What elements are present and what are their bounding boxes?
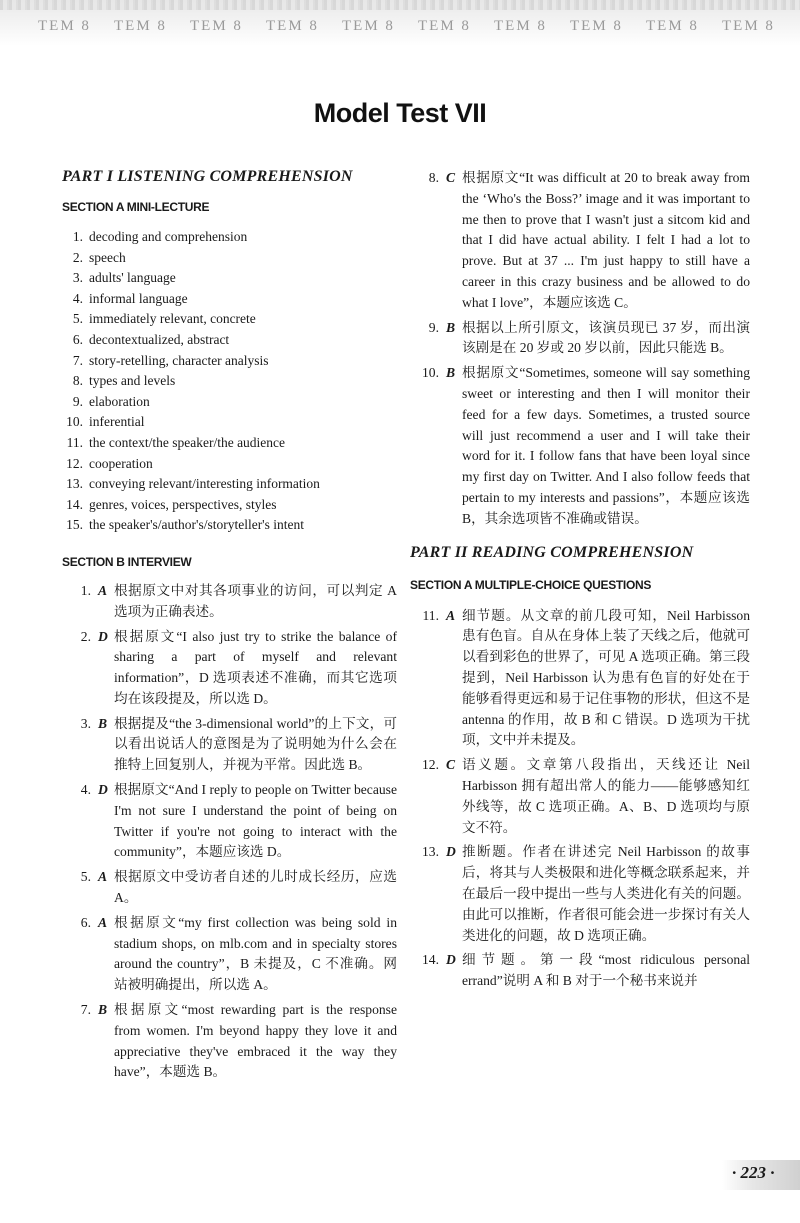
section-b-heading: SECTION B INTERVIEW — [62, 554, 192, 569]
list-item — [62, 392, 397, 413]
answer-letter: C — [446, 757, 456, 773]
answer-explanation: 根据原文中对其各项事业的访问，可以判定 A 选项为正确表述。 — [114, 582, 397, 619]
left-column — [62, 168, 397, 1087]
header-label: TEM 8 — [646, 18, 699, 34]
item-number: 8. — [72, 373, 83, 389]
list-item — [62, 227, 397, 248]
answer-letter: D — [446, 844, 456, 860]
item-number: 4. — [72, 290, 83, 306]
answer-letter: B — [98, 1002, 108, 1018]
answer-letter: C — [446, 170, 456, 185]
reading-answer-list — [410, 606, 750, 992]
answer-item — [62, 780, 397, 863]
list-item — [62, 330, 397, 351]
header-label: TEM 8 — [722, 18, 775, 34]
header-label: TEM 8 — [570, 18, 623, 34]
answer-explanation: 根据原文中受访者自述的儿时成长经历，应选 A。 — [114, 869, 397, 906]
list-item — [62, 351, 397, 372]
item-text: inferential — [89, 414, 145, 430]
interview-answer-list-continued — [410, 168, 750, 530]
answer-number: 5. — [80, 869, 91, 885]
answer-number: 13. — [422, 844, 439, 860]
answer-number: 7. — [80, 1002, 91, 1018]
answer-letter: A — [98, 582, 108, 598]
answer-item — [62, 1000, 397, 1083]
list-item — [62, 248, 397, 269]
answer-item — [410, 168, 750, 314]
item-number: 13. — [66, 476, 83, 492]
item-text: speech — [89, 249, 126, 265]
answer-letter: D — [98, 628, 108, 644]
answer-explanation: 根据原文“my first collection was being sold in stadium shops, on mlb.com and in specialty stores around the country”，B 未提及，C 不准确。网站被明确提出，所以选 A。 — [114, 914, 397, 993]
answer-number: 2. — [80, 628, 91, 644]
list-item — [62, 454, 397, 475]
answer-item — [62, 627, 397, 710]
list-item — [62, 495, 397, 516]
item-number: 12. — [66, 455, 83, 471]
item-text: types and levels — [89, 373, 176, 389]
answer-item — [62, 867, 397, 909]
item-number: 9. — [72, 393, 83, 409]
answer-item — [62, 581, 397, 623]
answer-item — [410, 842, 750, 946]
running-header — [0, 0, 800, 46]
item-text: cooperation — [89, 455, 153, 471]
answer-explanation: 根据原文“Sometimes, someone will say something sweet or interesting and then I will monitor their feed for a few days. Sometimes, a trusted source will just recommend a user and I will take their word for it. I follow fans that have been loyal since my first day on Twitter. And I also follow feeds that pertain to my interests and passions”，本题应该选 B，其余选项皆不准确或错误。 — [462, 365, 750, 526]
answer-letter: A — [98, 869, 108, 885]
answer-letter: D — [98, 782, 108, 798]
item-text: decoding and comprehension — [89, 229, 248, 244]
answer-explanation: 根据提及“the 3-dimensional world”的上下文，可以看出说话人的意图是为了说明她为什么会在推特上回复别人，并视为平常。因此选 B。 — [114, 715, 397, 773]
header-label: TEM 8 — [190, 18, 243, 34]
item-text: story-retelling, character analysis — [89, 352, 269, 368]
answer-explanation: 根据以上所引原文，该演员现已 37 岁，而出演该剧是在 20 岁或 20 岁以前，因此只能选 B。 — [462, 319, 750, 356]
item-number: 2. — [72, 249, 83, 265]
item-text: immediately relevant, concrete — [89, 311, 256, 327]
item-text: decontextualized, abstract — [89, 331, 230, 347]
answer-number: 1. — [80, 582, 91, 598]
item-text: the context/the speaker/the audience — [89, 434, 286, 450]
answer-number: 4. — [80, 782, 91, 798]
answer-letter: B — [98, 715, 108, 731]
mini-lecture-answer-list — [62, 227, 397, 536]
answer-explanation: 语义题。文章第八段指出，天线还让 Neil Harbisson 拥有超出常人的能力——能够感知红外线等，故 C 选项正确。A、B、D 选项均与原文不符。 — [462, 757, 750, 835]
answer-item — [410, 606, 750, 752]
answer-letter: B — [446, 319, 456, 335]
item-number: 7. — [72, 352, 83, 368]
item-number: 15. — [66, 517, 83, 533]
page-title: Model Test VII — [313, 98, 487, 128]
part1-heading: PART I LISTENING COMPREHENSION — [62, 168, 353, 185]
answer-number: 8. — [428, 170, 439, 185]
answer-explanation: 根据原文“It was difficult at 20 to break away from the ‘Who's the Boss?’ image and it was important to me then to prove that I wasn't just a sitcom kid and that I did have actual ability. I felt I had a lot to prove. But at 37 ... I'm just happy to still have a career in this crazy business and be allowed to do what I love”，本题应该选 C。 — [462, 170, 750, 310]
answer-number: 6. — [80, 914, 91, 930]
item-number: 5. — [72, 311, 83, 327]
answer-item — [410, 755, 750, 838]
answer-number: 11. — [422, 607, 439, 623]
answer-item — [62, 714, 397, 776]
answer-letter: D — [446, 952, 456, 968]
list-item — [62, 371, 397, 392]
answer-letter: A — [446, 607, 456, 623]
header-texture — [0, 0, 800, 10]
answer-explanation: 细节题。第一段“most ridiculous personal errand”说明 A 和 B 对于一个秘书来说并 — [462, 952, 750, 989]
header-label: TEM 8 — [114, 18, 167, 34]
item-text: the speaker's/author's/storyteller's intent — [89, 517, 304, 533]
part2-heading: PART II READING COMPREHENSION — [410, 543, 694, 561]
answer-number: 12. — [422, 757, 439, 773]
header-label: TEM 8 — [38, 18, 91, 34]
item-number: 1. — [72, 229, 83, 244]
list-item — [62, 515, 397, 536]
list-item — [62, 309, 397, 330]
answer-explanation: 根据原文“most rewarding part is the response from women. I'm beyond happy they love it and appreciative they've embraced it the way they have”，本题选 B。 — [114, 1002, 397, 1080]
item-text: genres, voices, perspectives, styles — [89, 496, 277, 512]
item-text: adults' language — [89, 270, 176, 286]
page-number-tab — [722, 1160, 800, 1190]
answer-item — [62, 913, 397, 996]
item-number: 6. — [72, 331, 83, 347]
section-a-heading: SECTION A MINI-LECTURE — [62, 200, 210, 214]
part2-section-a-heading: SECTION A MULTIPLE-CHOICE QUESTIONS — [410, 577, 652, 592]
answer-explanation: 根据原文“I also just try to strike the balance of sharing a part of myself and relevant information”，D 选项表述不准确，而其它选项均在该段提及，所以选 D。 — [114, 628, 397, 706]
header-label: TEM 8 — [418, 18, 471, 34]
answer-explanation: 推断题。作者在讲述完 Neil Harbisson 的故事后，将其与人类极限和进化等概念联系起来，并在最后一段中提出一些与人类进化有关的问题。由此可以推断，作者很可能会进一步探讨有关人类进化的问题，故 D 选项正确。 — [462, 844, 750, 943]
interview-answer-list — [62, 581, 397, 1083]
item-text: elaboration — [89, 393, 150, 409]
item-number: 3. — [72, 270, 83, 286]
answer-explanation: 细节题。从文章的前几段可知，Neil Harbisson 患有色盲。自从在身体上装了天线之后，他就可以看到彩色的世界了，可见 A 选项正确。第三段提到，Neil Harbisson 认为患有色盲的好处在于能够看得更远和易于记住事物的形状，但这不是 antenna 的作用，故 B 和 C 错误。D 选项为干扰项，文中并未提及。 — [462, 607, 750, 748]
answer-item — [410, 363, 750, 529]
item-text: informal language — [89, 290, 188, 306]
item-number: 14. — [66, 496, 83, 512]
answer-number: 3. — [80, 715, 91, 731]
right-column — [410, 168, 750, 996]
answer-number: 10. — [422, 365, 439, 381]
answer-explanation: 根据原文“And I reply to people on Twitter because I'm not sure I understand the point of being on Twitter if you're not going to interact with the community”，本题应该选 D。 — [114, 782, 397, 860]
list-item — [62, 474, 397, 495]
item-number: 11. — [66, 434, 83, 450]
header-label: TEM 8 — [494, 18, 547, 34]
header-label-row — [38, 18, 798, 35]
item-text: conveying relevant/interesting information — [89, 476, 320, 492]
page-number: · 223 · — [732, 1163, 775, 1182]
list-item — [62, 268, 397, 289]
list-item — [62, 433, 397, 454]
answer-letter: B — [446, 365, 456, 381]
list-item — [62, 412, 397, 433]
answer-item — [410, 950, 750, 992]
list-item — [62, 289, 397, 310]
answer-number: 14. — [422, 952, 439, 968]
answer-number: 9. — [428, 319, 439, 335]
header-label: TEM 8 — [266, 18, 319, 34]
answer-item — [410, 318, 750, 360]
answer-letter: A — [98, 914, 108, 930]
header-label: TEM 8 — [342, 18, 395, 34]
item-number: 10. — [66, 414, 83, 430]
